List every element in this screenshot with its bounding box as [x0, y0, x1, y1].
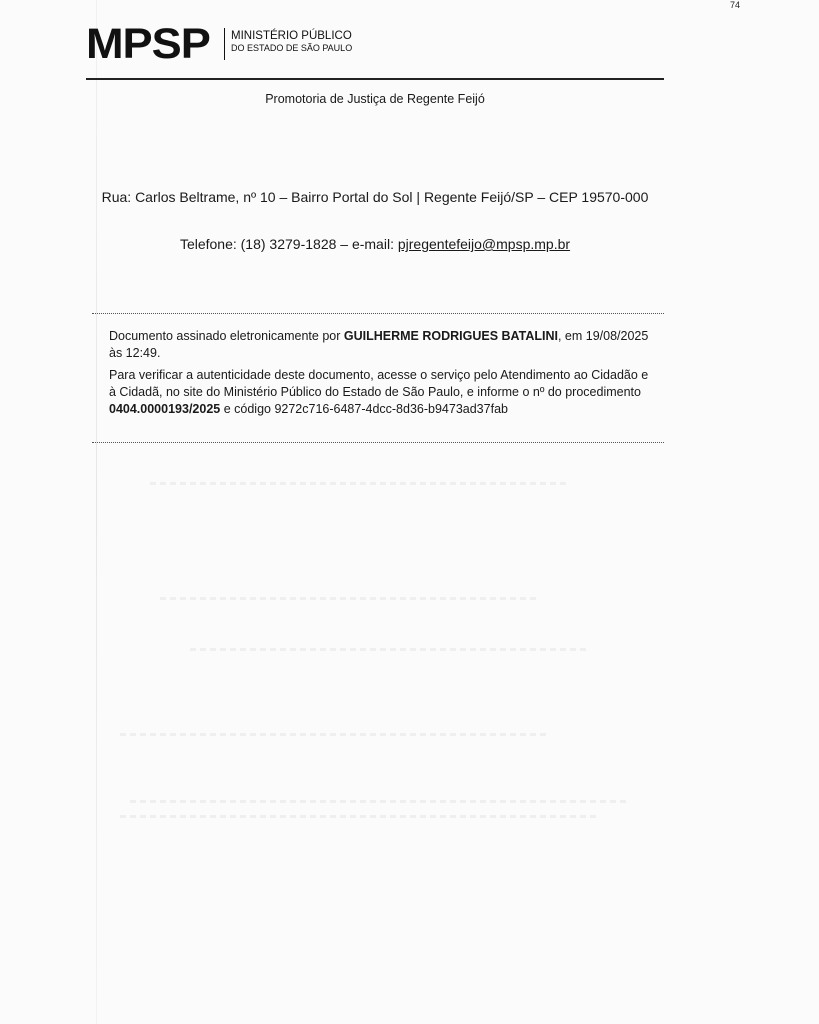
phone-label: Telefone: (18) 3279-1828 – e-mail:: [179, 236, 398, 252]
institution-line1: MINISTÉRIO PÚBLICO: [231, 30, 352, 42]
logo-mark: MPSP: [86, 20, 210, 68]
signed-by-text: Documento assinado eletronicamente por GUILHERME RODRIGUES BATALINI, em 19/08/2025 às 12:49.: [109, 329, 649, 360]
institution-line2: DO ESTADO DE SÃO PAULO: [231, 43, 353, 53]
mpsp-logo: [86, 20, 353, 68]
contact-line: [86, 236, 664, 252]
bleed-through: [130, 800, 630, 803]
bleed-through: [150, 482, 570, 485]
logo-separator: [224, 28, 225, 60]
address: Rua: Carlos Beltrame, nº 10 – Bairro Portal do Sol | Regente Feijó/SP – CEP 19570-000: [101, 189, 649, 205]
verification-text: Para verificar a autenticidade deste documento, acesse o serviço pelo Atendimento ao Cidadão e à Cidadã, no site do Ministério Público do Estado de São Paulo, e informe o nº do procedimento 0404.0000193/2025 e código 9272c716-6487-4dcc-8d36-b9473ad37fab: [109, 368, 649, 416]
header-rule: [86, 78, 664, 80]
page-number: 74: [730, 0, 741, 10]
signature-top-rule: [92, 313, 664, 314]
bleed-through: [120, 815, 600, 818]
verification-code: e código 9272c716-6487-4dcc-8d36-b9473ad37fab: [220, 402, 508, 416]
bleed-through: [160, 597, 540, 600]
procedure-number: 0404.0000193/2025: [109, 402, 221, 416]
bleed-through: [120, 733, 550, 736]
signer-name: GUILHERME RODRIGUES BATALINI: [343, 329, 558, 343]
bleed-through: [190, 648, 590, 651]
institution-name: [231, 30, 352, 54]
electronic-signature-block: [109, 328, 657, 418]
signature-bottom-rule: [92, 442, 664, 443]
scan-edge: [96, 0, 97, 1024]
office-name: Promotoria de Justiça de Regente Feijó: [265, 92, 485, 106]
email-link[interactable]: pjregentefeijo@mpsp.mp.br: [397, 236, 571, 252]
